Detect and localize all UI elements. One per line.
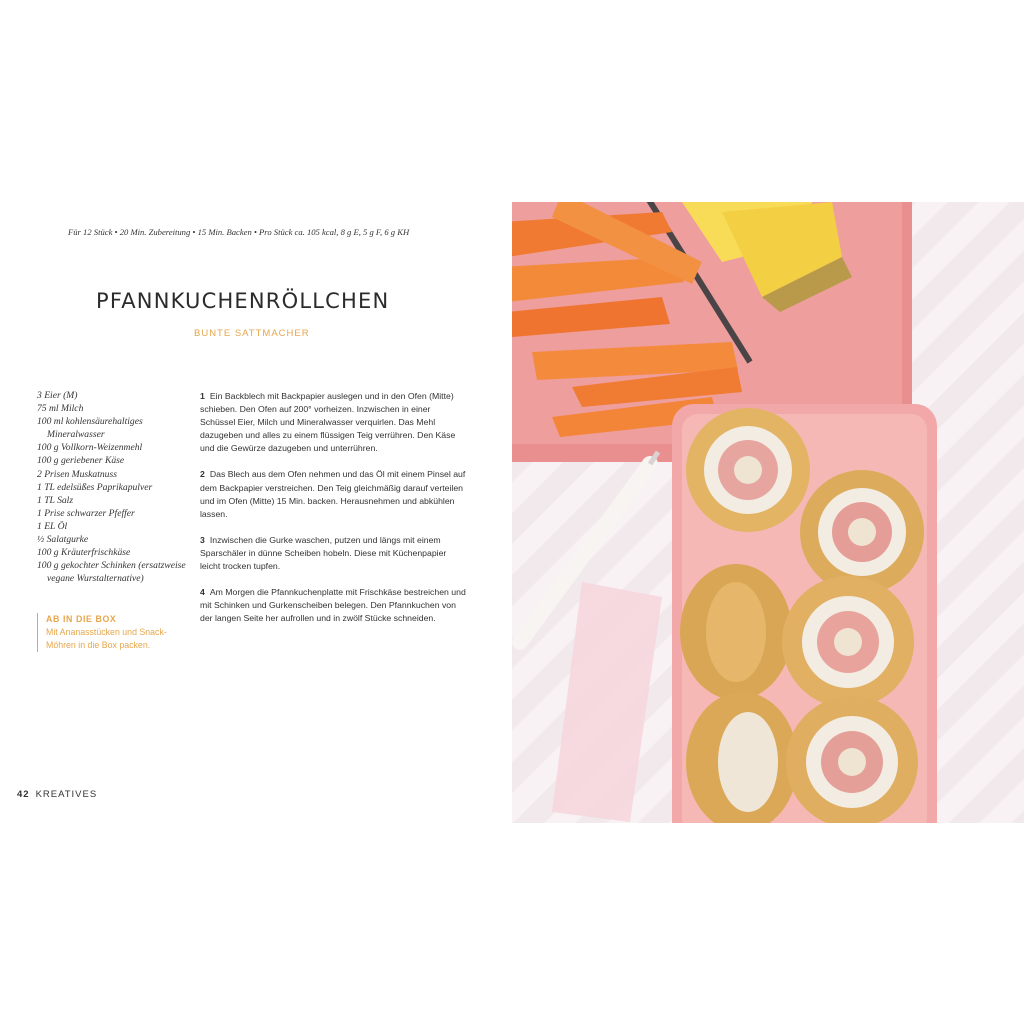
instruction-steps	[200, 390, 468, 638]
pancake-roll	[800, 470, 924, 594]
step-text: Am Morgen die Pfannkuchenplatte mit Frischkäse bestreichen und mit Schinken und Gurkenscheiben belegen. Den Pfannkuchen von der langen Seite her aufrollen und in zwölf Stücke schneiden.	[200, 587, 466, 624]
ingredient-item: 100 g Kräuterfrischkäse	[37, 547, 131, 559]
box-tip-heading: AB IN DIE BOX	[46, 614, 117, 624]
ruler-body	[552, 582, 662, 822]
ingredient-item: 100 g geriebener Käse	[37, 455, 125, 467]
pancake-roll	[782, 576, 914, 708]
ingredient-item: 100 g gekochter Schinken (ersatzweise vegane Wurstalternative)	[37, 560, 186, 585]
recipe-meta: Für 12 Stück • 20 Min. Zubereitung • 15 Min. Backen • Pro Stück ca. 105 kcal, 8 g E, 5 g F, 6 g KH	[68, 227, 410, 237]
ingredient-item: 1 EL Öl	[37, 520, 68, 532]
step-text: Das Blech aus dem Ofen nehmen und das Öl mit einem Pinsel auf dem Backpapier verstreichen. Den Teig gleichmäßig darauf verteilen und im Ofen (Mitte) 15 Min. backen. Herausnehmen und abkühlen lassen.	[200, 469, 466, 519]
instruction-step	[200, 390, 468, 455]
box-tip	[37, 613, 187, 652]
ingredient-item: 2 Prisen Muskatnuss	[37, 468, 117, 480]
section-name: KREATIVES	[35, 789, 98, 800]
pancake-roll	[686, 408, 810, 532]
page-number: 42	[17, 789, 30, 800]
ingredient-item: 1 Prise schwarzer Pfeffer	[37, 507, 135, 519]
recipe-subtitle: BUNTE SATTMACHER	[194, 328, 310, 339]
box-tip-text: Mit Ananasstücken und Snack-Möhren in die Box packen.	[46, 627, 167, 650]
ingredient-item: 1 TL Salz	[37, 494, 74, 506]
pancake-roll	[680, 564, 792, 700]
instruction-step	[200, 534, 468, 573]
recipe-title: PFANNKUCHENRÖLLCHEN	[96, 289, 390, 313]
step-number: 1	[200, 391, 205, 401]
ingredient-item: 100 g Vollkorn-Weizenmehl	[37, 442, 143, 454]
page-footer	[17, 789, 167, 800]
ingredient-item: 75 ml Milch	[37, 403, 84, 415]
ingredient-item: 100 ml kohlensäurehaltiges Mineralwasser	[37, 416, 143, 441]
ingredient-item: 1 TL edelsüßes Paprikapulver	[37, 481, 153, 493]
ingredient-list	[37, 389, 187, 585]
lower-lunchbox	[672, 404, 937, 823]
ingredient-item: ½ Salatgurke	[37, 534, 89, 546]
step-number: 2	[200, 469, 205, 480]
pancake-roll	[786, 696, 918, 823]
ingredient-item: 3 Eier (M)	[37, 390, 78, 401]
step-text: Inzwischen die Gurke waschen, putzen und längs mit einem Sparschäler in dünne Scheiben hobeln. Diese mit Küchenpapier leicht trocken tupfen.	[200, 534, 447, 572]
step-number: 3	[200, 534, 205, 545]
step-text: Ein Backblech mit Backpapier auslegen und in den Ofen (Mitte) schieben. Den Ofen auf 200° vorheizen. Inzwischen in einer Schüssel Eier, Milch und Mineralwasser verquirlen. Das Mehl dazugeben und alles zu einem flüssigen Teig verrühren. Den Käse und die Gewürze dazugeben und unterrühren.	[200, 391, 456, 454]
lunchbox-illustration	[512, 202, 1024, 823]
step-number: 4	[200, 587, 205, 598]
instruction-step	[200, 468, 468, 520]
instruction-step	[200, 586, 468, 625]
ruler	[552, 582, 662, 822]
food-photo	[512, 202, 1024, 823]
